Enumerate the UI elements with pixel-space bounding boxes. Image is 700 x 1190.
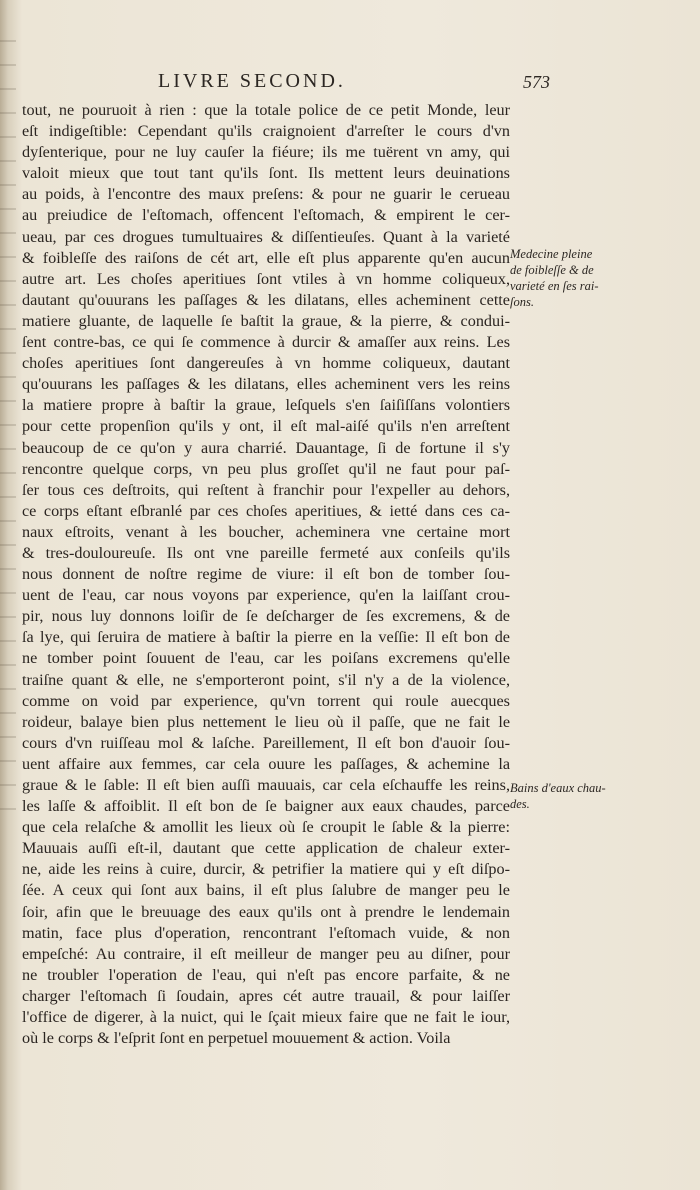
text-line: autre art. Les choſes aperitiues ſont vtiles à vn homme coliqueux, <box>22 269 510 288</box>
text-line: ne, aide les reins à cuire, durcir, & petrifier la matiere qui y eſt diſpo- <box>22 860 510 879</box>
text-line: matiere gluante, de laquelle ſe baſtit la graue, & la pierre, & condui- <box>22 311 510 330</box>
text-line: ſent contre-bas, ce qui ſe commence à durcir & amaſſer aux reins. Les <box>22 333 510 352</box>
text-line: l'office de digerer, à la nuict, qui le ſçait mieux faire que ne fait le iour, <box>22 1008 510 1027</box>
running-head: LIVRE SECOND. <box>158 70 346 92</box>
text-line: & tres-douloureuſe. Ils ont vne pareille fermeté aux conſeils qu'ils <box>22 543 510 562</box>
text-line: ſa lye, qui ſeruira de matiere à baſtir la pierre en la veſſie: Il eſt bon de <box>22 628 510 647</box>
text-line: la matiere propre à baſtir la graue, leſquels s'en ſaiſiſſans volontiers <box>22 396 510 415</box>
margin-note-line: Bains d'eaux chau- <box>510 781 606 795</box>
text-line: ueau, par ces drogues tumultuaires & diſſentieuſes. Quant à la varieté <box>22 227 510 246</box>
text-line: ne troubler l'operation de l'eau, qui n'eſt pas encore parfaite, & ne <box>22 965 510 984</box>
text-line: pour cette propenſion qu'ils y ont, il eſt mal-aiſé qu'ils n'en arreſtent <box>22 417 510 436</box>
page-gutter-shadow <box>0 40 16 820</box>
text-line: rencontre quelque corps, vn peu plus groſſet qu'il ne faut pour paſ- <box>22 459 510 478</box>
text-line: beaucoup de ce qu'on y aura charrié. Dauantage, ſi de fortune il s'y <box>22 438 510 457</box>
text-line: dyſenterique, pour ne luy cauſer la fiéure; ils me tuërent vn amy, qui <box>22 143 510 162</box>
page-number: 573 <box>523 72 550 92</box>
margin-note-line: varieté en ſes rai- <box>510 279 599 293</box>
margin-note-line: de foibleſſe & de <box>510 263 594 277</box>
text-line: traiſne quant & elle, ne s'emporteront point, s'il n'y a de la violence, <box>22 670 510 689</box>
text-line: Mauuais auſſi eſt-il, dautant que cette application de chaleur exter- <box>22 839 510 858</box>
text-line: les laſſe & affoiblit. Il eſt bon de ſe baigner aux eaux chaudes, parce <box>22 797 510 816</box>
text-line: dautant qu'ouurans les paſſages & les dilatans, elles acheminent cette <box>22 290 510 309</box>
text-line: où le corps & l'eſprit ſont en perpetuel mouuement & action. Voila <box>22 1029 451 1048</box>
margin-note-medecine <box>510 246 620 310</box>
margin-note-bains <box>510 780 620 812</box>
text-line: tout, ne pouruoit à rien : que la totale police de ce petit Monde, leur <box>22 101 510 119</box>
text-line: ne tomber point ſouuent de l'eau, car les poiſans excremens qu'elle <box>22 649 510 668</box>
text-line: eſt indigeſtible: Cependant qu'ils craignoient d'arreſter le cours d'vn <box>22 122 510 141</box>
text-line: choſes aperitiues ſont dangereuſes à vn homme coliqueux, dautant <box>22 354 510 373</box>
margin-note-line: des. <box>510 797 530 811</box>
body-text <box>22 100 510 1049</box>
text-line: uent affaire aux femmes, car cela ouure les paſſages, & achemine la <box>22 754 510 773</box>
margin-note-line: ſons. <box>510 295 534 309</box>
text-line: charger l'eſtomach ſi ſoudain, apres cét autre trauail, & pour laiſſer <box>22 986 510 1005</box>
text-line: ſer tous ces deſtroits, qui reſtent à franchir pour l'expeller au dehors, <box>22 480 510 499</box>
text-line: ce corps eſtant eſbranlé par ces choſes aperitiues, & ietté dans ces ca- <box>22 501 510 520</box>
text-line: uent de l'eau, car nous voyons par experience, qu'en la laiſſant crou- <box>22 586 510 605</box>
text-line: graue & le ſable: Il eſt bien auſſi mauuais, car cela eſchauffe les reins, <box>22 776 510 794</box>
text-line: & foibleſſe des raiſons de cét art, elle eſt plus apparente qu'en aucun <box>22 248 510 267</box>
text-line: comme on void par experience, qu'vn torrent qui roule auecques <box>22 691 510 710</box>
text-line: au poids, à l'encontre des maux preſens: & pour ne guarir le cerueau <box>22 185 510 204</box>
text-line: nous donnent de noſtre regime de viure: il eſt bon de tomber ſou- <box>22 565 510 584</box>
text-line: cours d'vn ruiſſeau mol & laſche. Pareillement, Il eſt bon d'auoir ſou- <box>22 733 510 752</box>
text-line: empeſché: Au contraire, il eſt meilleur de manger peu au diſner, pour <box>22 944 510 963</box>
text-line: au preiudice de l'eſtomach, offencent l'eſtomach, & empirent le cer- <box>22 206 510 225</box>
text-line: qu'ouurans les paſſages & les dilatans, elles acheminent vers les reins <box>22 375 510 394</box>
margin-note-line: Medecine pleine <box>510 247 593 261</box>
text-line: ſée. A ceux qui ſont aux bains, il eſt plus ſalubre de manger peu le <box>22 881 510 900</box>
text-line: valoit mieux que tout tant qu'ils ſont. Ils mettent leurs deuinations <box>22 164 510 183</box>
text-line: que cela relaſche & amollit les lieux où ſe croupit le ſable & la pierre: <box>22 818 510 837</box>
text-line: ſoir, afin que le breuuage des eaux qu'ils ont à prendre le lendemain <box>22 902 510 921</box>
page-header <box>130 70 550 100</box>
text-line: roideur, balaye bien plus nettement le lieu où il paſſe, que ne fait le <box>22 712 510 731</box>
text-line: pir, nous luy donnons loiſir de ſe deſcharger de ſes excremens, & de <box>22 607 510 626</box>
text-line: matin, face plus d'operation, rencontrant l'eſtomach vuide, & non <box>22 923 510 942</box>
text-line: naux eſtroits, venant à les boucher, acheminera vne certaine mort <box>22 522 510 541</box>
